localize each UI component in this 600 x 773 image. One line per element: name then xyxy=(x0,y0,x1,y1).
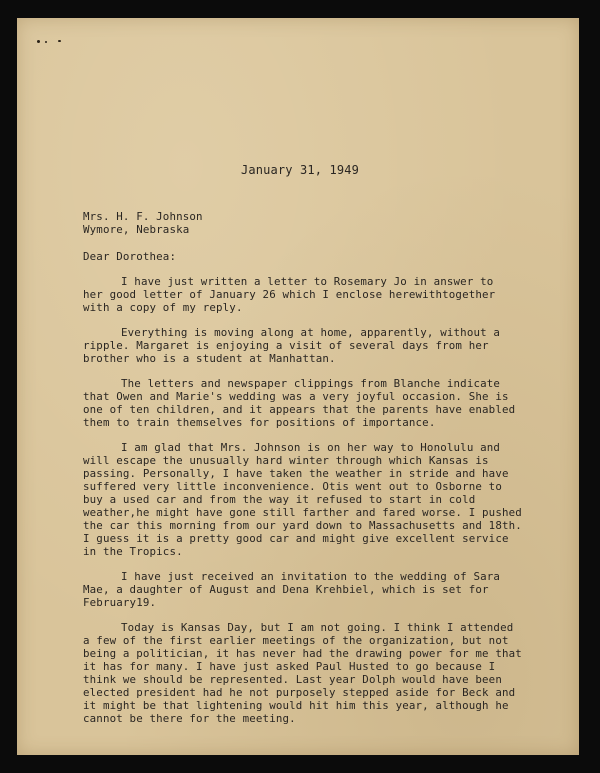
paragraph-3-line-2: that Owen and Marie's wedding was a very joyful occasion. She is xyxy=(83,390,509,403)
recipient-name: Mrs. H. F. Johnson xyxy=(83,210,203,223)
salutation: Dear Dorothea: xyxy=(83,250,177,263)
paragraph-3-line-3: one of ten children, and it appears that the parents have enabled xyxy=(83,403,516,416)
paragraph-4-line-5: buy a used car and from the way it refused to start in cold xyxy=(83,493,476,506)
paragraph-2-line-3: brother who is a student at Manhattan. xyxy=(83,352,336,365)
paragraph-4-line-6: weather,he might have gone still farther and fared worse. I pushed xyxy=(83,506,522,519)
paragraph-6-line-7: it might be that lightening would hit him this year, although he xyxy=(83,699,509,712)
recipient-address: Wymore, Nebraska xyxy=(83,223,190,236)
paragraph-6-line-4: it has for many. I have just asked Paul Husted to go because I xyxy=(83,660,496,673)
paragraph-4-line-9: in the Tropics. xyxy=(83,545,183,558)
paragraph-5-line-1: I have just received an invitation to the wedding of Sara xyxy=(121,570,501,583)
paragraph-4-line-8: I guess it is a pretty good car and might give excellent service xyxy=(83,532,509,545)
letter-date: January 31, 1949 xyxy=(241,163,359,177)
paragraph-4-line-7: the car this morning from our yard down to Massachusetts and 18th. xyxy=(83,519,522,532)
paragraph-6-line-2: a few of the first earlier meetings of the organization, but not xyxy=(83,634,509,647)
paragraph-1-line-2: her good letter of January 26 which I enclose herewithtogether xyxy=(83,288,496,301)
paragraph-4-line-3: passing. Personally, I have taken the weather in stride and have xyxy=(83,467,509,480)
paragraph-5-line-2: Mae, a daughter of August and Dena Krehbiel, which is set for xyxy=(83,583,489,596)
paragraph-2-line-2: ripple. Margaret is enjoying a visit of several days from her xyxy=(83,339,489,352)
paragraph-4-line-4: suffered very little inconvenience. Otis went out to Osborne to xyxy=(83,480,502,493)
paragraph-3-line-4: them to train themselves for positions of importance. xyxy=(83,416,436,429)
paragraph-4-line-1: I am glad that Mrs. Johnson is on her way to Honolulu and xyxy=(121,441,501,454)
paragraph-1-line-3: with a copy of my reply. xyxy=(83,301,243,314)
paragraph-6-line-1: Today is Kansas Day, but I am not going. I think I attended xyxy=(121,621,514,634)
paragraph-2-line-1: Everything is moving along at home, apparently, without a xyxy=(121,326,501,339)
paragraph-6-line-8: cannot be there for the meeting. xyxy=(83,712,296,725)
paragraph-1-line-1: I have just written a letter to Rosemary Jo in answer to xyxy=(121,275,494,288)
paragraph-6-line-6: elected president had he not purposely stepped aside for Beck and xyxy=(83,686,516,699)
paragraph-3-line-1: The letters and newspaper clippings from Blanche indicate xyxy=(121,377,501,390)
paragraph-6-line-5: think we should be represented. Last year Dolph would have been xyxy=(83,673,502,686)
paragraph-4-line-2: will escape the unusually hard winter through which Kansas is xyxy=(83,454,489,467)
letter-body xyxy=(17,18,579,755)
paragraph-6-line-3: being a politician, it has never had the drawing power for me that xyxy=(83,647,522,660)
paragraph-5-line-3: February19. xyxy=(83,596,157,609)
letter-page xyxy=(17,18,579,755)
